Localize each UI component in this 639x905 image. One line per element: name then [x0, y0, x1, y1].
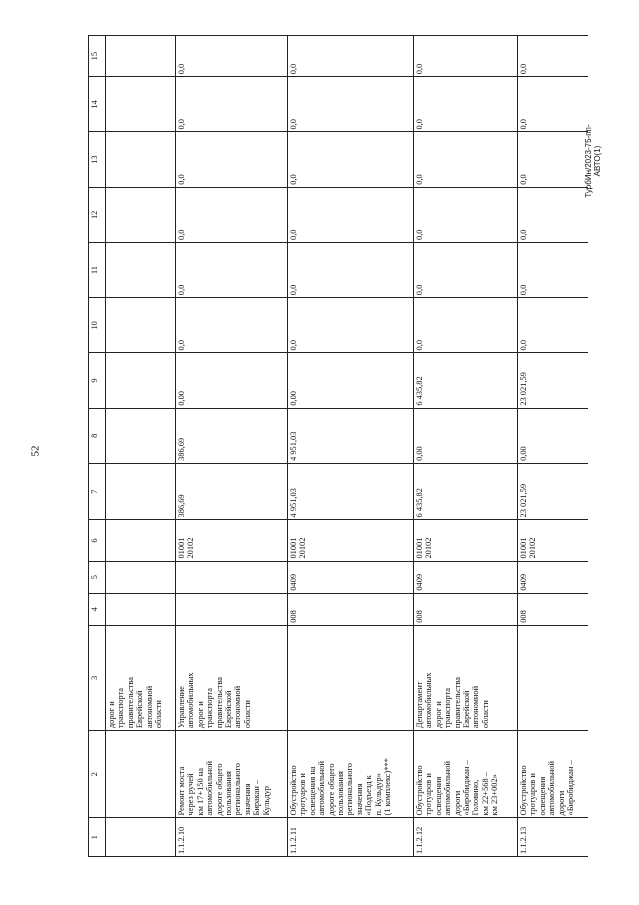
grbs-code	[176, 593, 288, 625]
amount-col9: 0,00	[288, 353, 414, 408]
table-row	[518, 36, 589, 857]
col-header: 14	[89, 77, 106, 132]
cell	[106, 298, 176, 353]
row-number: 1.1.2.10	[176, 818, 288, 857]
event-name: Ремонт моста через ручей км 17+150 на автомобильной дороге общего пользования регионального значения Биракан – Кульдур	[176, 731, 288, 818]
cell	[106, 242, 176, 297]
cell	[106, 463, 176, 520]
amount-total: 6 435,82	[414, 463, 518, 520]
executor: Управление автомобильных дорог и транспорта правительства Еврейской автономной области	[176, 625, 288, 730]
section-code: 0409	[288, 561, 414, 593]
amount-col13: 0,0	[288, 132, 414, 187]
executor	[288, 625, 414, 730]
section-code: 0409	[518, 561, 589, 593]
amount-col11: 0,0	[176, 242, 288, 297]
executor	[518, 625, 589, 730]
amount-col8: 0,00	[414, 408, 518, 463]
amount-col12: 0,0	[414, 187, 518, 242]
amount-col14: 0,0	[518, 77, 589, 132]
table-wrapper	[88, 35, 588, 857]
col-header: 15	[89, 36, 106, 77]
col-header: 13	[89, 132, 106, 187]
col-header: 8	[89, 408, 106, 463]
amount-total: 4 951,03	[288, 463, 414, 520]
amount-col14: 0,0	[288, 77, 414, 132]
executor: Департамент автомобильных дорог и транспорта правительства Еврейской автономной области	[414, 625, 518, 730]
section-code	[176, 561, 288, 593]
amount-total: 386,69	[176, 463, 288, 520]
amount-col11: 0,0	[518, 242, 589, 297]
amount-col11: 0,0	[414, 242, 518, 297]
amount-col10: 0,0	[288, 298, 414, 353]
table-row	[176, 36, 288, 857]
col-header: 9	[89, 353, 106, 408]
target-code: 01001 20102	[288, 520, 414, 561]
amount-col15: 0,0	[518, 36, 589, 77]
table-row	[288, 36, 414, 857]
col-header: 1	[89, 818, 106, 857]
amount-col9: 0,00	[176, 353, 288, 408]
col-header: 12	[89, 187, 106, 242]
page-number: 52	[29, 445, 42, 457]
carry-over-row	[106, 36, 176, 857]
amount-col13: 0,0	[518, 132, 589, 187]
amount-col10: 0,0	[176, 298, 288, 353]
col-header: 7	[89, 463, 106, 520]
row-number: 1.1.2.11	[288, 818, 414, 857]
amount-col8: 386,69	[176, 408, 288, 463]
col-header: 6	[89, 520, 106, 561]
cell	[106, 731, 176, 818]
cell	[106, 561, 176, 593]
row-number: 1.1.2.13	[518, 818, 589, 857]
amount-col12: 0,0	[176, 187, 288, 242]
col-header: 10	[89, 298, 106, 353]
cell	[106, 520, 176, 561]
target-code: 01001 20102	[518, 520, 589, 561]
amount-col15: 0,0	[288, 36, 414, 77]
amount-total: 23 021,59	[518, 463, 589, 520]
amount-col8: 0,00	[518, 408, 589, 463]
amount-col8: 4 951,03	[288, 408, 414, 463]
amount-col14: 0,0	[414, 77, 518, 132]
cell	[106, 77, 176, 132]
col-header: 11	[89, 242, 106, 297]
amount-col13: 0,0	[414, 132, 518, 187]
grbs-code: 008	[414, 593, 518, 625]
amount-col15: 0,0	[414, 36, 518, 77]
cell	[106, 818, 176, 857]
amount-col11: 0,0	[288, 242, 414, 297]
row-number: 1.1.2.12	[414, 818, 518, 857]
target-code: 01001 20102	[414, 520, 518, 561]
grbs-code: 008	[288, 593, 414, 625]
cell	[106, 187, 176, 242]
target-code: 01001 20102	[176, 520, 288, 561]
amount-col12: 0,0	[288, 187, 414, 242]
document-reference: ТурбИн/2023-75-пп-АВТО(1)	[584, 124, 602, 198]
event-name: Обустройство тротуаров и освещения автомобильной дороги «Биробиджан – Головино, км 22+568 – км 23+002»	[414, 731, 518, 818]
col-header: 2	[89, 731, 106, 818]
cell	[106, 408, 176, 463]
col-header: 3	[89, 625, 106, 730]
carry-executor: дорог и транспорта правительства Еврейской автономной области	[106, 625, 176, 730]
col-header: 5	[89, 561, 106, 593]
cell	[106, 36, 176, 77]
cell	[106, 353, 176, 408]
table-row	[414, 36, 518, 857]
budget-table	[88, 35, 588, 857]
event-name: Обустройство тротуаров и освещения на автомобильной дороге общего пользования регионального значения «Подъезд к п. Кульдур» (1 комплекс)***	[288, 731, 414, 818]
event-name: Обустройство тротуаров и освещения автомобильной дороги «Биробиджан –	[518, 731, 589, 818]
cell	[106, 132, 176, 187]
amount-col12: 0,0	[518, 187, 589, 242]
col-header: 4	[89, 593, 106, 625]
cell	[106, 593, 176, 625]
column-number-row	[89, 36, 106, 857]
amount-col13: 0,0	[176, 132, 288, 187]
grbs-code: 008	[518, 593, 589, 625]
amount-col10: 0,0	[518, 298, 589, 353]
amount-col10: 0,0	[414, 298, 518, 353]
amount-col9: 23 021,59	[518, 353, 589, 408]
amount-col14: 0,0	[176, 77, 288, 132]
section-code: 0409	[414, 561, 518, 593]
amount-col9: 6 435,82	[414, 353, 518, 408]
amount-col15: 0,0	[176, 36, 288, 77]
